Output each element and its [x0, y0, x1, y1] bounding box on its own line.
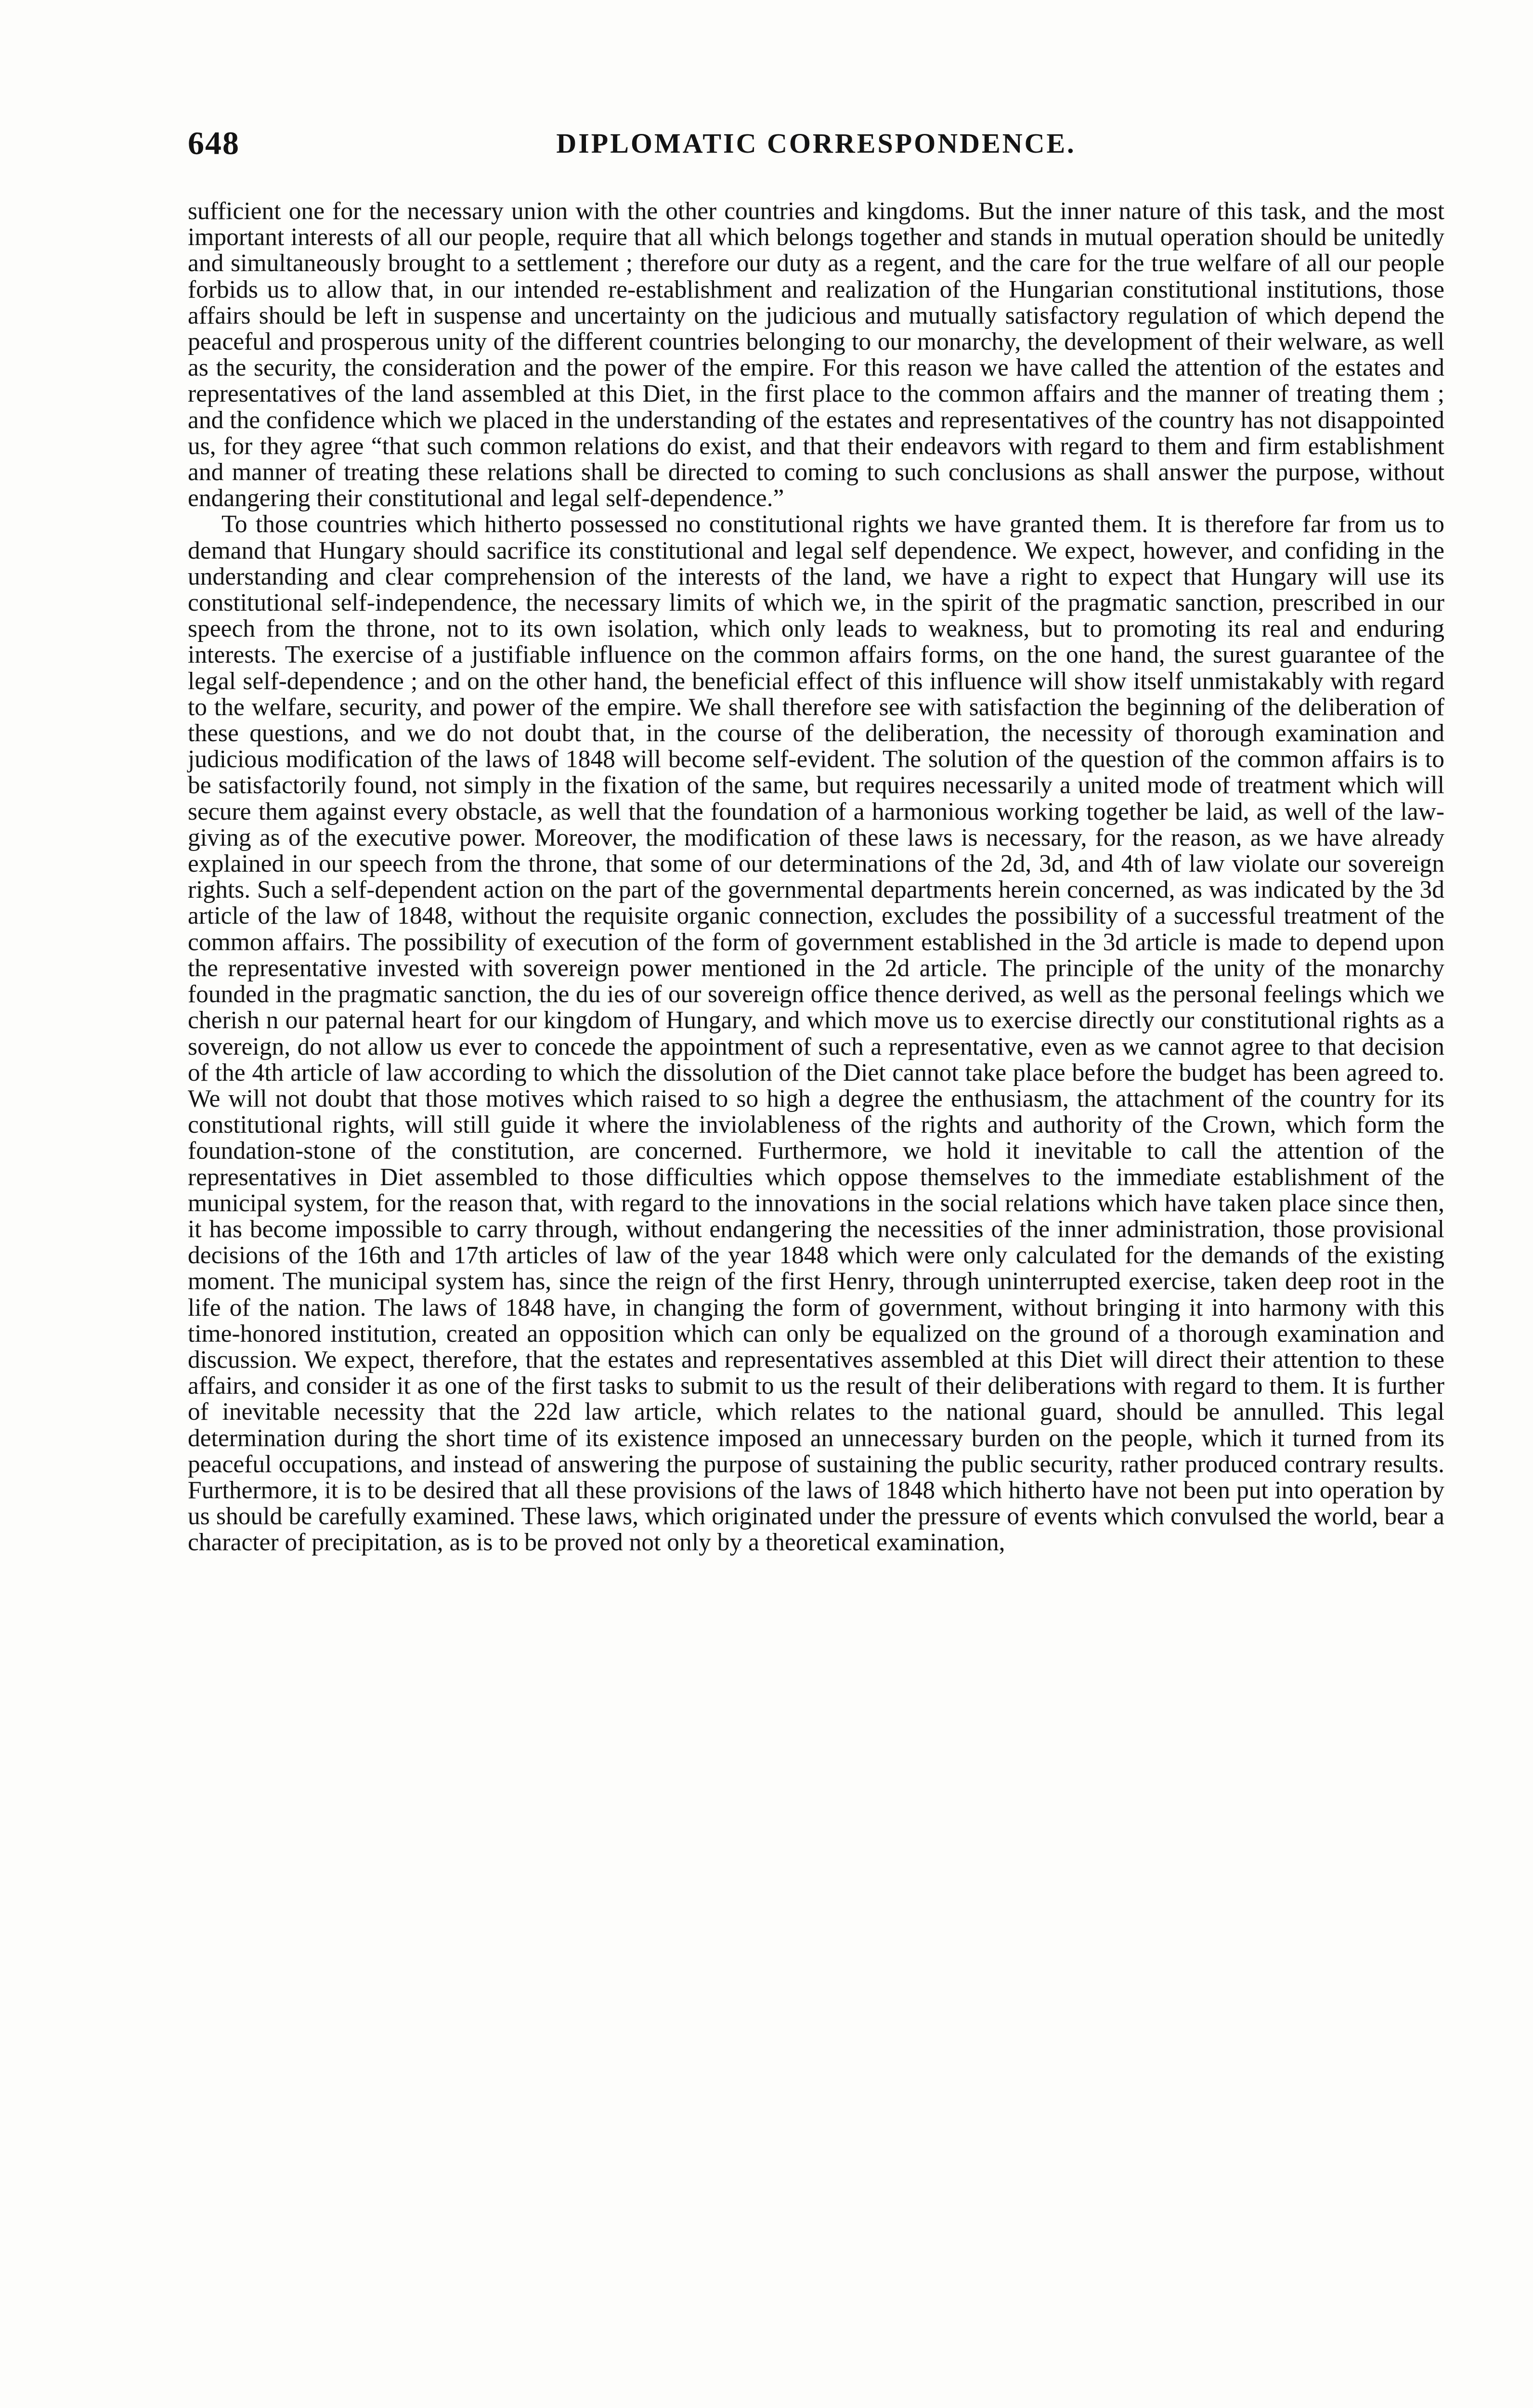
page-number: 648	[188, 125, 240, 161]
page-header	[188, 124, 1444, 168]
paragraph-continuation: sufficient one for the necessary union with the other countries and kingdoms. But the inner nature of this task, and the most important interests of all our people, require that all which belongs together and stands in mutual operation should be unitedly and simultaneously brought to a settlement ; therefore our duty as a regent, and the care for the true welfare of all our people forbids us to allow that, in our intended re-establishment and realization of the Hungarian constitutional institutions, those affairs should be left in suspense and uncertainty on the judicious and mutually satisfactory regulation of which depend the peaceful and prosperous unity of the different countries belonging to our monarchy, the development of their welware, as well as the security, the consideration and the power of the empire. For this reason we have called the attention of the estates and representatives of the land assembled at this Diet, in the first place to the common affairs and the manner of treating them ; and the confidence which we placed in the understanding of the estates and representatives of the country has not disappointed us, for they agree “that such common relations do exist, and that their endeavors with regard to them and firm establishment and manner of treating these relations shall be directed to coming to such conclusions as shall answer the purpose, without endangering their constitutional and legal self-dependence.”	[188, 197, 1444, 512]
running-title: DIPLOMATIC CORRESPONDENCE.	[556, 128, 1076, 159]
paragraph: To those countries which hitherto possessed no constitutional rights we have granted them. It is therefore far from us to demand that Hungary should sacrifice its constitutional and legal self dependence. We expect, however, and confiding in the understanding and clear comprehension of the interests of the land, we have a right to expect that Hungary will use its constitutional self-independence, the necessary limits of which we, in the spirit of the pragmatic sanction, prescribed in our speech from the throne, not to its own isolation, which only leads to weakness, but to promoting its real and enduring interests. The exercise of a justifiable influence on the common affairs forms, on the one hand, the surest guarantee of the legal self-dependence ; and on the other hand, the beneficial effect of this influence will show itself unmistakably with regard to the welfare, security, and power of the empire. We shall therefore see with satisfaction the beginning of the deliberation of these questions, and we do not doubt that, in the course of the deliberation, the necessity of thorough examination and judicious modification of the laws of 1848 will become self-evident. The solution of the question of the common affairs is to be satisfactorily found, not simply in the fixation of the same, but requires necessarily a united mode of treatment which will secure them against every obstacle, as well that the foundation of a harmonious working together be laid, as well of the law-giving as of the executive power. Moreover, the modification of these laws is necessary, for the reason, as we have already explained in our speech from the throne, that some of our determinations of the 2d, 3d, and 4th of law violate our sovereign rights. Such a self-dependent action on the part of the governmental departments herein concerned, as was indicated by the 3d article of the law of 1848, without the requisite organic connection, excludes the possibility of a successful treatment of the common affairs. The possibility of execution of the form of government established in the 3d article is made to depend upon the representative invested with sovereign power mentioned in the 2d article. The principle of the unity of the monarchy founded in the pragmatic sanction, the du ies of our sovereign office thence derived, as well as the personal feelings which we cherish n our paternal heart for our kingdom of Hungary, and which move us to exercise directly our constitutional rights as a sovereign, do not allow us ever to concede the appointment of such a representative, even as we cannot agree to that decision of the 4th article of law according to which the dissolution of the Diet cannot take place before the budget has been agreed to. We will not doubt that those motives which raised to so high a degree the enthusiasm, the attachment of the country for its constitutional rights, will still guide it where the inviolableness of the rights and authority of the Crown, which form the foundation-stone of the constitution, are concerned. Furthermore, we hold it inevitable to call the attention of the representatives in Diet assembled to those difficulties which oppose themselves to the immediate establishment of the municipal system, for the reason that, with regard to the innovations in the social relations which have taken place since then, it has become impossible to carry through, without endangering the necessities of the inner administration, those provisional decisions of the 16th and 17th articles of law of the year 1848 which were only calculated for the demands of the existing moment. The municipal system has, since the reign of the first Henry, through uninterrupted exercise, taken deep root in the life of the nation. The laws of 1848 have, in changing the form of government, without bringing it into harmony with this time-honored institution, created an opposition which can only be equalized on the ground of a thorough examination and discussion. We expect, therefore, that the estates and representatives assembled at this Diet will direct their attention to these affairs, and consider it as one of the first tasks to submit to us the result of their deliberations with regard to them. It is further of inevitable necessity that the 22d law article, which relates to the national guard, should be annulled. This legal determination during the short time of its existence imposed an unnecessary burden on the people, which it turned from its peaceful occupations, and instead of answering the purpose of sustaining the public security, rather produced contrary results. Furthermore, it is to be desired that all these provisions of the laws of 1848 which hitherto have not been put into operation by us should be carefully examined. These laws, which originated under the pressure of events which convulsed the world, bear a character of precipitation, as is to be proved not only by a theoretical examination,	[188, 510, 1444, 1557]
body-text	[188, 198, 1444, 1556]
